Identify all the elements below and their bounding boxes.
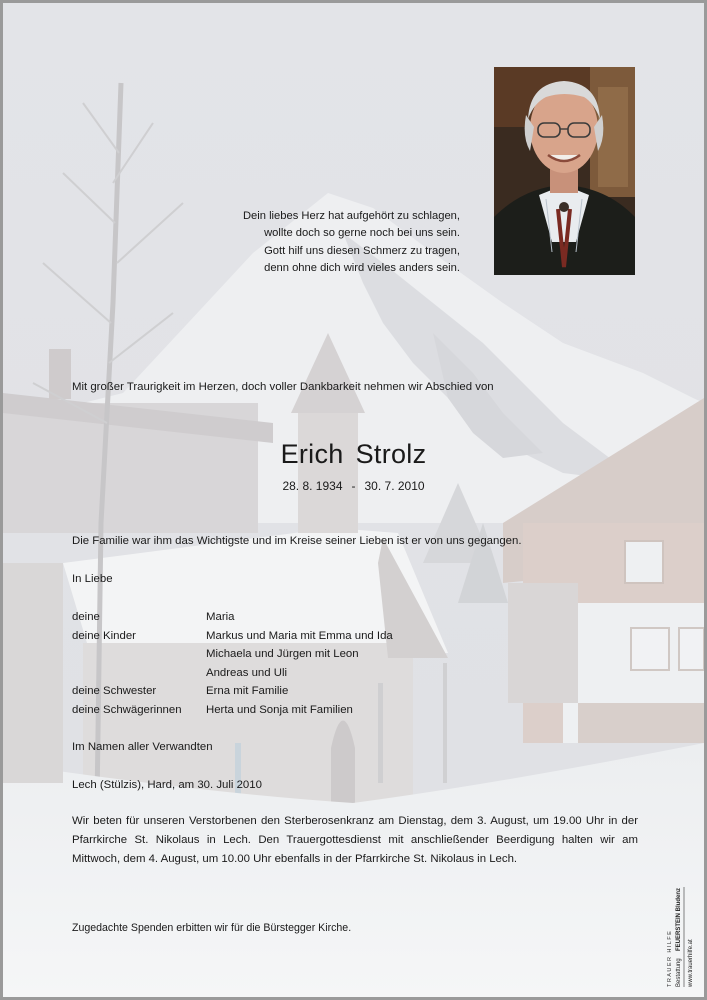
poem-line: denn ohne dich wird vieles anders sein. bbox=[264, 262, 460, 275]
life-dates bbox=[3, 479, 704, 493]
relative-row bbox=[72, 627, 393, 646]
relation-label: deine Kinder bbox=[72, 629, 136, 642]
on-behalf-line: Im Namen aller Verwandten bbox=[72, 741, 213, 753]
relative-row bbox=[72, 645, 393, 664]
deceased-name bbox=[3, 439, 704, 470]
family-sentence: Die Familie war ihm das Wichtigste und im Kreise seiner Lieben ist er von uns gegangen. bbox=[72, 535, 522, 547]
farewell-intro: Mit großer Traurigkeit im Herzen, doch voller Dankbarkeit nehmen wir Abschied von bbox=[72, 381, 494, 393]
memorial-poem bbox=[160, 208, 460, 278]
relative-row bbox=[72, 608, 393, 627]
place-and-date: Lech (Stülzis), Hard, am 30. Juli 2010 bbox=[72, 779, 262, 791]
poem-line: Dein liebes Herz hat aufgehört zu schlagen, bbox=[242, 210, 460, 222]
greeting: In Liebe bbox=[72, 573, 113, 585]
relative-names: Herta und Sonja mit Familien bbox=[206, 703, 353, 716]
relative-names: Michaela und Jürgen mit Leon bbox=[206, 648, 359, 661]
relation-label: deine bbox=[72, 611, 100, 623]
first-name: Erich bbox=[280, 439, 344, 469]
logo-line1: Bestattung bbox=[676, 958, 682, 987]
logo-url: www.trauerhilfe.at bbox=[688, 939, 694, 987]
trauerhilfe-logo bbox=[663, 883, 699, 991]
relation-label: deine Schwägerinnen bbox=[72, 703, 182, 716]
logo-brand: TRAUER HILFE bbox=[667, 929, 673, 987]
relative-names: Maria bbox=[206, 611, 235, 623]
logo-line2: FEUERSTEIN Bludenz bbox=[676, 887, 682, 951]
relative-names: Erna mit Familie bbox=[206, 685, 289, 698]
relative-row bbox=[72, 664, 393, 683]
relation-label: deine Schwester bbox=[72, 685, 157, 698]
death-date: 30. 7. 2010 bbox=[364, 479, 425, 493]
relation-label bbox=[72, 645, 206, 664]
donation-note: Zugedachte Spenden erbitten wir für die Bürstegger Kirche. bbox=[72, 922, 352, 934]
poem-line: Gott hilf uns diesen Schmerz zu tragen, bbox=[264, 244, 460, 257]
relative-row bbox=[72, 701, 393, 720]
date-separator: - bbox=[351, 479, 356, 493]
relative-row bbox=[72, 682, 393, 701]
poem-line: wollte doch so gerne noch bei uns sein. bbox=[264, 227, 460, 240]
birth-date: 28. 8. 1934 bbox=[282, 479, 343, 493]
portrait-photo bbox=[494, 67, 635, 275]
relation-label bbox=[72, 664, 206, 683]
relatives-list bbox=[72, 608, 393, 720]
relative-names: Andreas und Uli bbox=[206, 666, 288, 679]
relative-names: Markus und Maria mit Emma und Ida bbox=[206, 629, 393, 642]
service-details: Wir beten für unseren Verstorbenen den Sterberosenkranz am Dienstag, dem 3. August, um 19.00 Uhr in der Pfarrkirche St. Nikolaus in Lech. Den Trauergottesdienst mit anschließender Beerdigung halten wir am Mittwoch, dem 4. August, um 10.00 Uhr ebenfalls in der Pfarrkirche St. Nikolaus in Lech. bbox=[72, 815, 638, 865]
last-name: Strolz bbox=[355, 439, 427, 469]
